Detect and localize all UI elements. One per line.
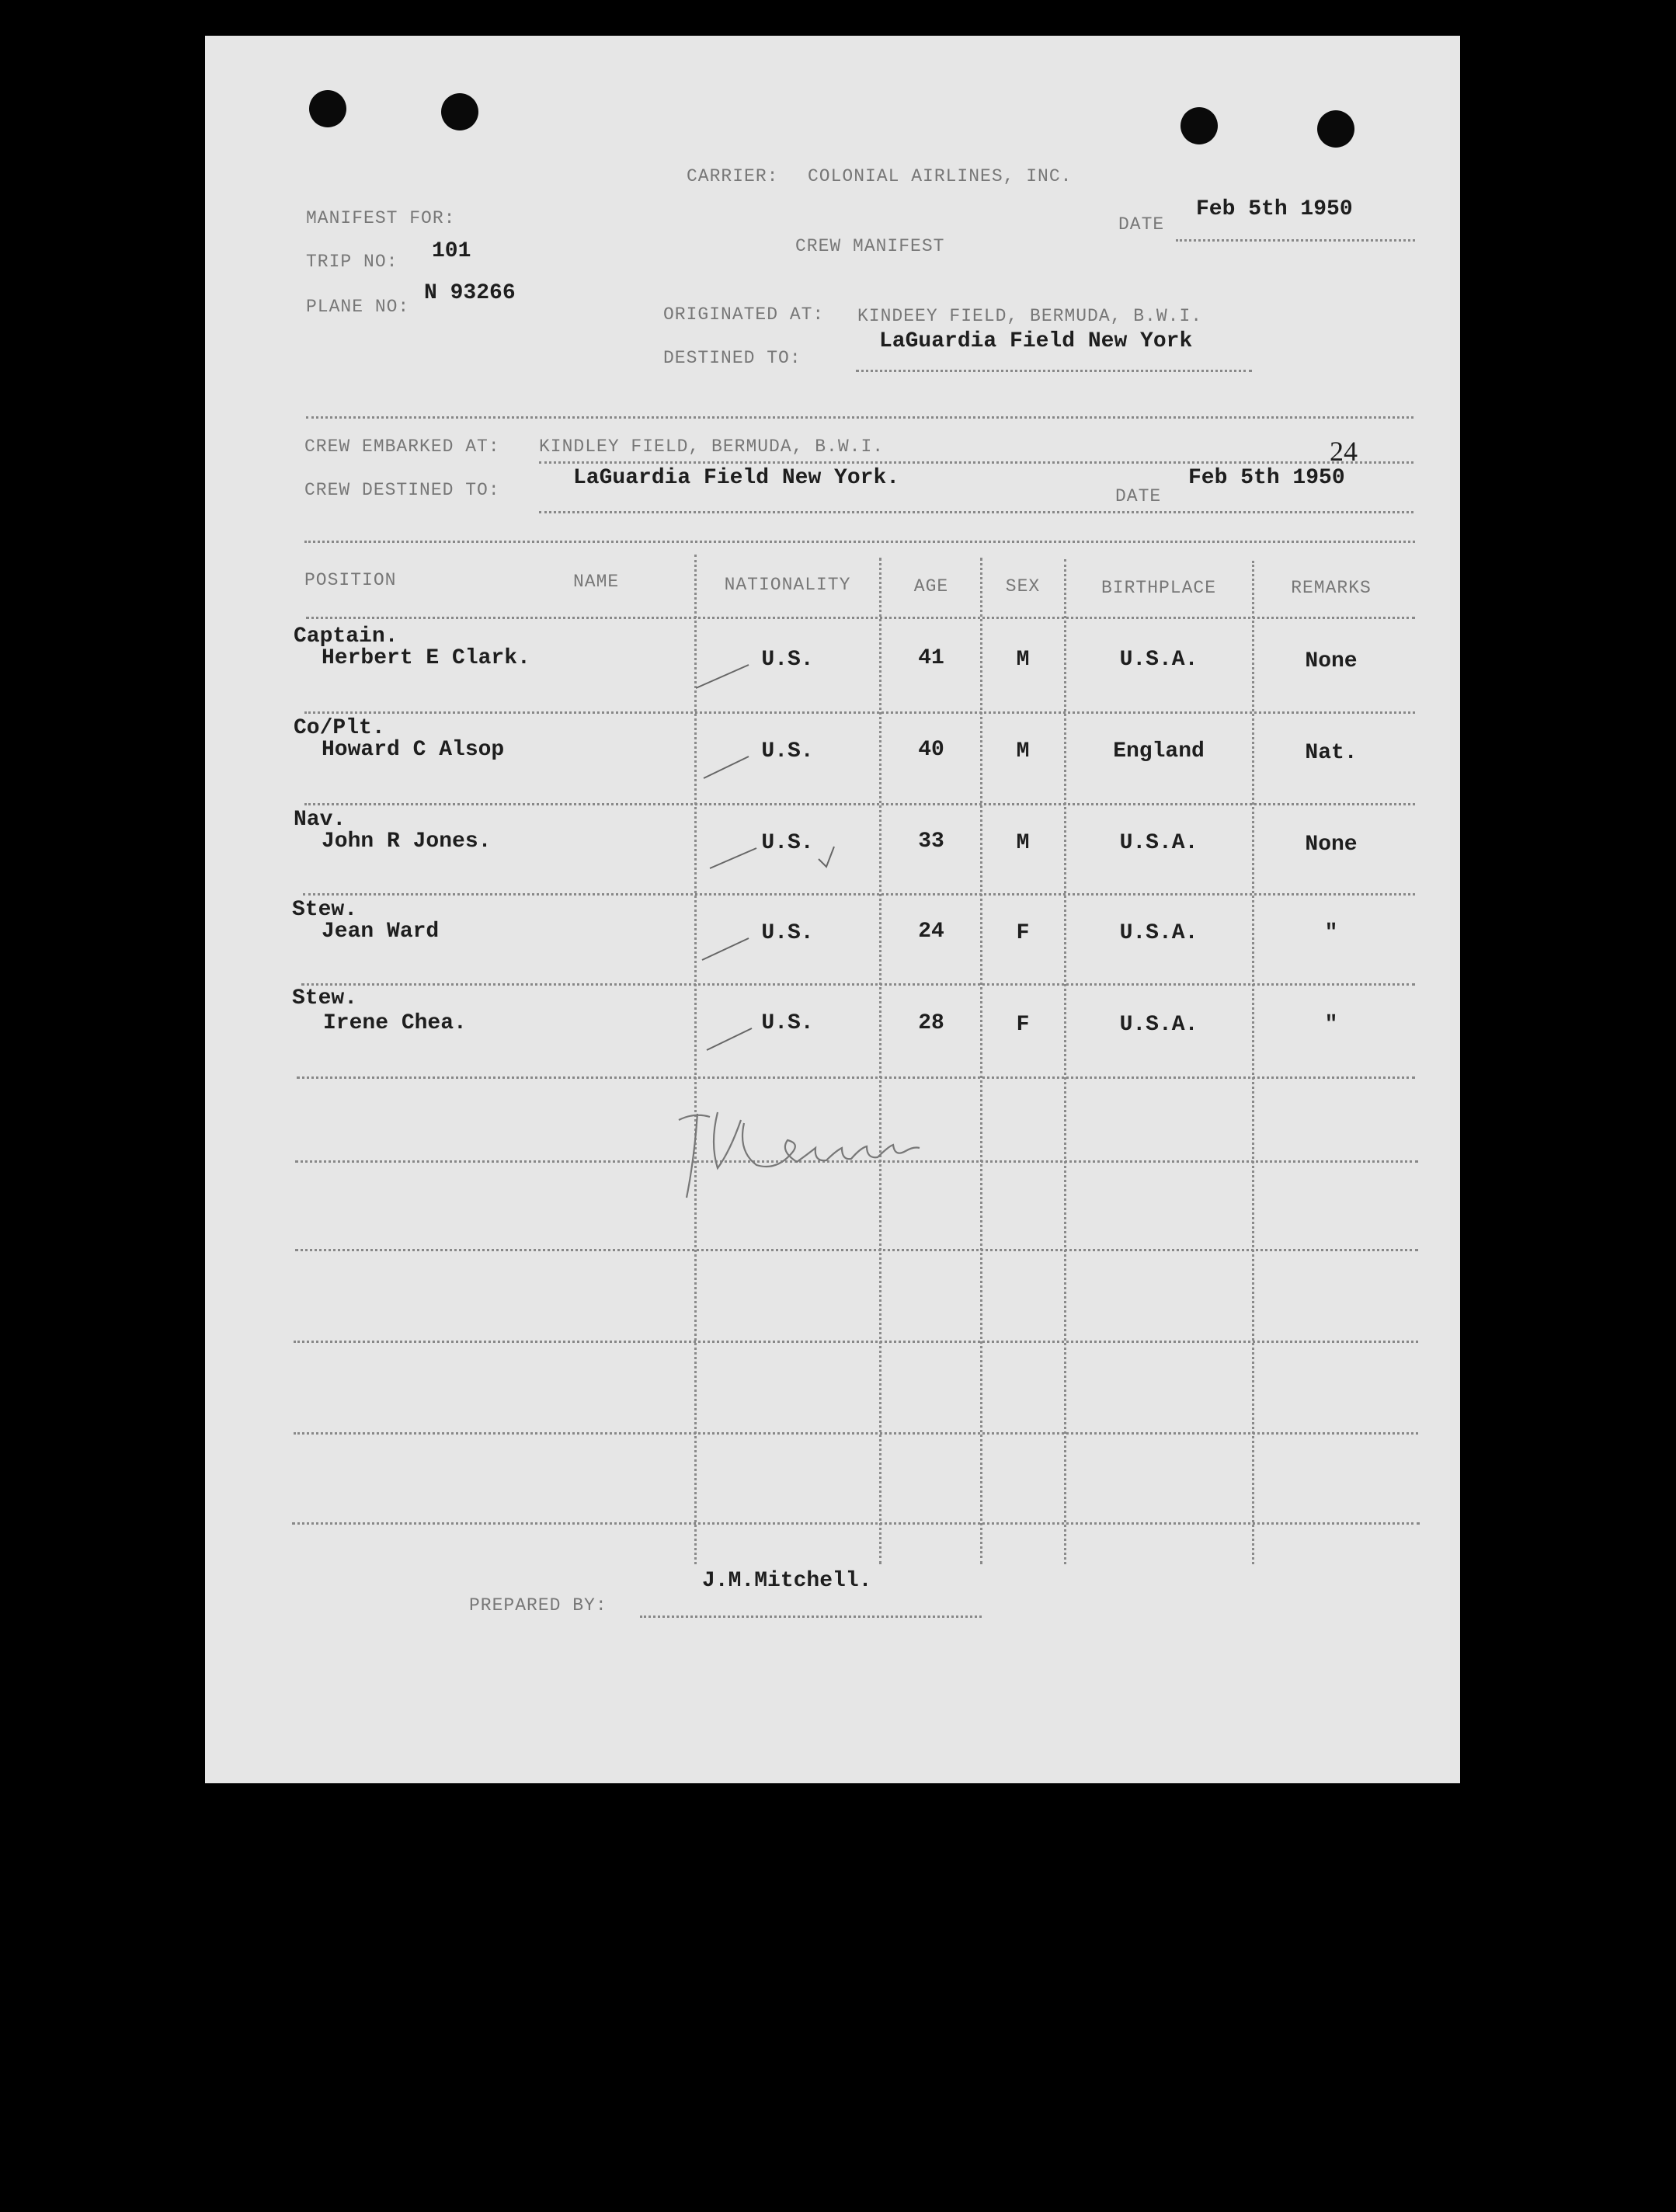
row-rule <box>294 1432 1418 1435</box>
row-rule <box>301 983 1415 986</box>
row-rule <box>297 1076 1415 1079</box>
crew-date-label: DATE <box>1115 486 1162 506</box>
table-row-age: 28 <box>918 1011 944 1035</box>
table-row-nationality: U.S. <box>761 831 814 855</box>
embarked-underline <box>539 461 1413 464</box>
manifest-page <box>205 36 1460 1783</box>
row-rule <box>295 1249 1418 1251</box>
table-row-name: Howard C Alsop <box>322 738 505 762</box>
handwritten-signature <box>663 1097 943 1236</box>
header-rule <box>306 617 1415 619</box>
form-title: CREW MANIFEST <box>795 236 945 256</box>
table-row-position: Nav. <box>294 808 346 832</box>
table-row-remarks: " <box>1324 921 1338 945</box>
table-row-sex: M <box>1016 831 1030 855</box>
row-rule <box>303 893 1415 896</box>
col-divider <box>879 558 881 1564</box>
manifest-for-label: MANIFEST FOR: <box>306 208 456 228</box>
trip-no-label: TRIP NO: <box>306 252 398 272</box>
page-number: 24 <box>1330 436 1358 467</box>
table-row-birthplace: U.S.A. <box>1119 831 1198 855</box>
col-divider <box>1064 559 1066 1564</box>
carrier-label: CARRIER: <box>687 166 779 186</box>
date-underline <box>1176 239 1415 242</box>
table-row-nationality: U.S. <box>761 1011 814 1035</box>
table-top-rule <box>304 541 1415 543</box>
table-row-birthplace: England <box>1113 739 1205 763</box>
table-row-sex: F <box>1016 921 1030 945</box>
table-row-position: Stew. <box>292 986 358 1010</box>
table-row-remarks: None <box>1305 833 1358 857</box>
table-row-age: 24 <box>918 920 944 944</box>
originated-label: ORIGINATED AT: <box>663 304 825 325</box>
plane-no-label: PLANE NO: <box>306 297 410 317</box>
col-header-age: AGE <box>913 576 949 596</box>
table-row-age: 40 <box>918 738 944 762</box>
table-row-nationality: U.S. <box>761 921 814 945</box>
crew-destined-underline <box>539 511 1413 513</box>
punch-hole <box>1181 107 1218 144</box>
table-row-nationality: U.S. <box>761 648 814 672</box>
row-rule <box>304 803 1415 805</box>
carrier-name: COLONIAL AIRLINES, INC. <box>808 166 1073 186</box>
table-row-sex: M <box>1016 648 1030 672</box>
destined-underline <box>856 370 1252 372</box>
row-rule <box>304 711 1415 714</box>
prepared-by: J.M.Mitchell. <box>702 1569 872 1593</box>
plane-number: N 93266 <box>424 281 516 305</box>
crew-destined-label: CREW DESTINED TO: <box>304 480 500 500</box>
prepared-by-label: PREPARED BY: <box>469 1595 607 1616</box>
table-row-birthplace: U.S.A. <box>1119 648 1198 672</box>
date-label: DATE <box>1118 214 1165 235</box>
destined-label: DESTINED TO: <box>663 348 801 368</box>
table-row-remarks: " <box>1324 1013 1338 1037</box>
table-row-birthplace: U.S.A. <box>1119 921 1198 945</box>
col-divider <box>694 555 697 1564</box>
table-row-nationality: U.S. <box>761 739 814 763</box>
col-header-sex: SEX <box>1005 576 1041 596</box>
destined-to: LaGuardia Field New York <box>879 329 1193 353</box>
col-header-position: POSITION <box>304 570 397 590</box>
crew-embarked-at: KINDLEY FIELD, BERMUDA, B.W.I. <box>539 436 885 457</box>
table-row-position: Co/Plt. <box>294 716 385 740</box>
table-row-name: Irene Chea. <box>323 1011 467 1035</box>
prepared-underline <box>640 1616 982 1618</box>
table-row-name: John R Jones. <box>322 830 492 854</box>
table-row-name: Herbert E Clark. <box>322 646 530 670</box>
table-row-birthplace: U.S.A. <box>1119 1013 1198 1037</box>
crew-destined-to: LaGuardia Field New York. <box>573 466 900 490</box>
originated-at: KINDEEY FIELD, BERMUDA, B.W.I. <box>857 306 1203 326</box>
table-row-remarks: Nat. <box>1305 741 1358 765</box>
col-header-nationality: NATIONALITY <box>724 575 851 595</box>
table-row-name: Jean Ward <box>322 920 440 944</box>
table-row-age: 33 <box>918 830 944 854</box>
col-divider <box>980 558 982 1564</box>
table-row-age: 41 <box>918 646 944 670</box>
punch-hole <box>441 93 478 130</box>
table-row-position: Captain. <box>294 624 398 649</box>
table-row-sex: M <box>1016 739 1030 763</box>
table-bottom-rule <box>292 1522 1420 1525</box>
col-header-remarks: REMARKS <box>1291 578 1372 598</box>
col-header-name: NAME <box>573 572 620 592</box>
crew-date: Feb 5th 1950 <box>1188 466 1345 490</box>
section-divider <box>306 416 1413 419</box>
col-header-birthplace: BIRTHPLACE <box>1101 578 1217 598</box>
punch-hole <box>309 90 346 127</box>
crew-embarked-label: CREW EMBARKED AT: <box>304 436 500 457</box>
punch-hole <box>1317 110 1354 148</box>
table-row-remarks: None <box>1305 649 1358 673</box>
trip-number: 101 <box>432 239 471 263</box>
row-rule <box>294 1341 1418 1343</box>
manifest-date: Feb 5th 1950 <box>1196 197 1353 221</box>
table-row-position: Stew. <box>292 898 358 922</box>
table-row-sex: F <box>1016 1013 1030 1037</box>
